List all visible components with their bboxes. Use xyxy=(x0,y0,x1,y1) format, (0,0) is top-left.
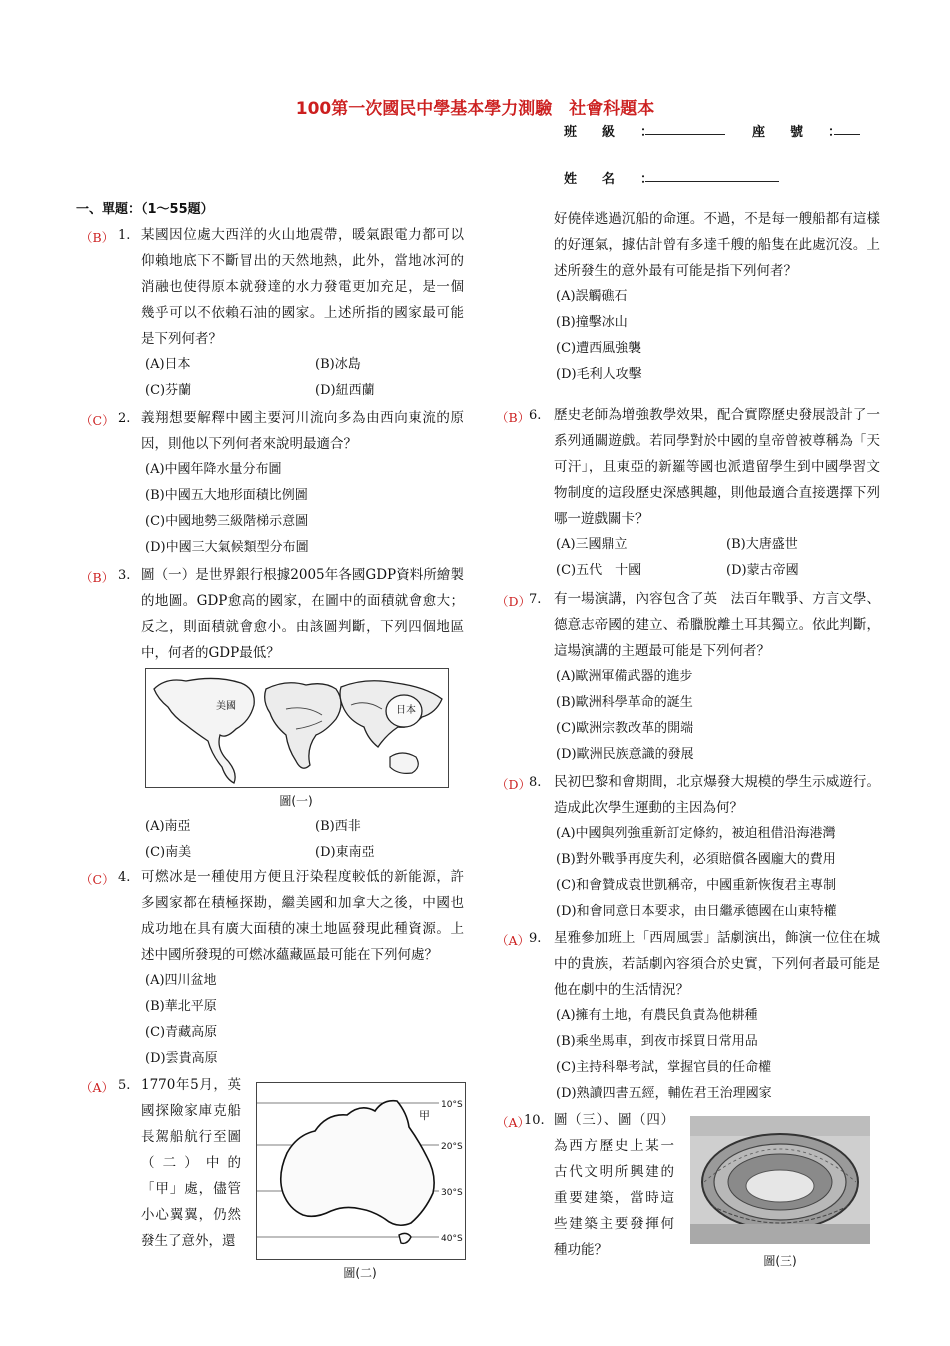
option-b: (B)大唐盛世 xyxy=(726,537,798,552)
name-blank xyxy=(645,169,779,182)
question-number: 3. xyxy=(118,568,131,583)
question-text: 星雅參加班上「西周風雲」話劇演出，飾演一位住在城中的貴族，若話劇內容須合於史實，下列何者最可能是他在劇中的生活情況？ xyxy=(554,930,880,998)
question-number: 2. xyxy=(118,411,131,426)
option-c: (C)歐洲宗教改革的開端 xyxy=(556,721,694,736)
question-8 xyxy=(496,775,880,925)
question-1 xyxy=(80,228,464,404)
answer-key: （C） xyxy=(80,872,115,887)
map-label-japan: 日本 xyxy=(396,705,416,716)
figure-1-caption: 圖(一) xyxy=(279,794,313,808)
option-c: (C)中國地勢三級階梯示意圖 xyxy=(145,514,309,529)
page-title: 100第一次國民中學基本學力測驗 社會科題本 xyxy=(295,99,655,119)
question-6 xyxy=(496,408,880,584)
lat-label: 30°S xyxy=(441,1188,463,1198)
option-d: (D)歐洲民族意識的發展 xyxy=(556,747,694,762)
name-label: 姓 名 ： xyxy=(564,172,660,187)
option-a: (A)誤觸礁石 xyxy=(556,289,628,304)
answer-key: （B） xyxy=(80,230,115,245)
class-blank xyxy=(645,122,725,135)
option-d: (D)中國三大氣候類型分布圖 xyxy=(145,540,309,555)
section-heading: 一、單題：（1～55題） xyxy=(76,202,214,217)
lat-label: 20°S xyxy=(441,1142,463,1152)
option-b: (B)乘坐馬車，到夜市採買日常用品 xyxy=(556,1034,758,1049)
question-text: 民初巴黎和會期間，北京爆發大規模的學生示威遊行。造成此次學生運動的主因為何？ xyxy=(554,774,880,816)
question-text: 可燃冰是一種使用方便且汙染程度較低的新能源，許多國家都在積極探勘，繼美國和加拿大之後，中國也成功地在具有廣大面積的凍土地區發現此種資源。上述中國所發現的可燃冰蘊藏區最可能在下列何處？ xyxy=(141,869,464,963)
option-d: (D)雲貴高原 xyxy=(145,1051,218,1066)
question-number: 10. xyxy=(524,1113,545,1128)
option-c: (C)芬蘭 xyxy=(145,383,192,398)
option-b: (B)歐洲科學革命的誕生 xyxy=(556,695,693,710)
answer-key: （C） xyxy=(80,413,115,428)
question-number: 4. xyxy=(118,870,131,885)
answer-key: （D） xyxy=(496,594,532,609)
option-b: (B)撞擊冰山 xyxy=(556,315,628,330)
amphitheater-photo xyxy=(690,1116,870,1244)
question-text: 歷史老師為增強教學效果，配合實際歷史發展設計了一系列通關遊戲。若同學對於中國的皇帝曾被尊稱為「天可汗」，且東亞的新羅等國也派遣留學生到中國學習文物制度的這段歷史深感興趣，則他最適合直接選擇下列哪一遊戲關卡？ xyxy=(554,407,880,527)
option-c: (C)南美 xyxy=(145,845,192,860)
map-label-usa: 美國 xyxy=(216,701,236,712)
option-c: (C)五代 十國 xyxy=(556,563,642,578)
lat-label: 40°S xyxy=(441,1234,463,1244)
class-label: 班 級 ： xyxy=(564,125,660,140)
question-3 xyxy=(80,568,464,666)
answer-key: （A） xyxy=(80,1080,115,1095)
option-a: (A)中國年降水量分布圖 xyxy=(145,462,282,477)
question-number: 7. xyxy=(529,592,542,607)
question-9 xyxy=(496,931,880,1107)
option-a: (A)日本 xyxy=(145,357,191,372)
option-a: (A)四川盆地 xyxy=(145,973,217,988)
option-a: (A)擁有土地，有農民負責為他耕種 xyxy=(556,1008,758,1023)
question-text: 圖（一）是世界銀行根據2005年各國GDP資料所繪製的地圖。GDP愈高的國家，在圖中的面積就會愈大；反之，則面積就會愈小。由該圖判斷，下列四個地區中，何者的GDP最低？ xyxy=(141,567,464,661)
option-b: (B)對外戰爭再度失利，必須賠償各國龐大的費用 xyxy=(556,852,836,867)
question-number: 5. xyxy=(118,1078,131,1093)
question-number: 1. xyxy=(118,228,131,243)
question-number: 8. xyxy=(529,775,542,790)
question-text: 圖（三）、圖（四）為西方歷史上某一古代文明所興建的重要建築，當時這些建築主要發揮何種功能？ xyxy=(554,1112,674,1258)
figure-2-map xyxy=(256,1082,466,1260)
option-c: (C)主持科舉考試，掌握官員的任命權 xyxy=(556,1060,772,1075)
option-a: (A)三國鼎立 xyxy=(556,537,628,552)
answer-key: （D） xyxy=(496,777,532,792)
option-b: (B)中國五大地形面積比例圖 xyxy=(145,488,308,503)
australia-map xyxy=(257,1083,465,1259)
question-5-continued xyxy=(496,206,880,388)
map-label-jia: 甲 xyxy=(419,1109,430,1122)
answer-key: （B） xyxy=(80,570,115,585)
option-b: (B)冰島 xyxy=(315,357,361,372)
option-b: (B)西非 xyxy=(315,819,361,834)
option-a: (A)中國與列強重新訂定條約，被迫租借沿海港灣 xyxy=(556,826,836,841)
question-text: 好僥倖逃過沉船的命運。不過，不是每一艘船都有這樣的好運氣，據估計曾有多達千艘的船隻在此處沉沒。上述所發生的意外最有可能是指下列何者？ xyxy=(554,211,880,279)
question-10 xyxy=(496,1113,686,1263)
question-text: 有一場演講，內容包含了英 法百年戰爭、方言文學、德意志帝國的建立、希臘脫離土耳其獨立。依此判斷，這場演講的主題最可能是下列何者？ xyxy=(554,591,880,659)
option-c: (C)遭西風強襲 xyxy=(556,341,642,356)
seat-label: 座 號 ： xyxy=(752,125,848,140)
question-number: 9. xyxy=(529,931,542,946)
lat-label: 10°S xyxy=(441,1100,463,1110)
question-2 xyxy=(80,411,464,561)
option-c: (C)和會贊成袁世凱稱帝，中國重新恢復君主專制 xyxy=(556,878,837,893)
option-d: (D)東南亞 xyxy=(315,845,375,860)
figure-1-map xyxy=(145,668,449,788)
option-d: (D)和會同意日本要求，由日繼承德國在山東特權 xyxy=(556,904,837,919)
question-4 xyxy=(80,870,464,1072)
question-number: 6. xyxy=(529,408,542,423)
question-5 xyxy=(80,1078,260,1254)
question-text: 1770年5月，英國探險家庫克船長駕船航行至圖（二）中的「甲」處，儘管小心翼翼，仍然發生了意外，還 xyxy=(141,1077,241,1249)
option-a: (A)南亞 xyxy=(145,819,191,834)
option-d: (D)紐西蘭 xyxy=(315,383,375,398)
question-text: 義翔想要解釋中國主要河川流向多為由西向東流的原因，則他以下列何者來說明最適合？ xyxy=(141,410,464,452)
answer-key: （A） xyxy=(496,933,531,948)
option-b: (B)華北平原 xyxy=(145,999,217,1014)
figure-3-caption: 圖(三) xyxy=(763,1254,797,1268)
option-d: (D)毛利人攻擊 xyxy=(556,367,642,382)
option-c: (C)青藏高原 xyxy=(145,1025,218,1040)
answer-key: （B） xyxy=(496,410,531,425)
figure-3-amphitheater xyxy=(690,1116,870,1244)
seat-blank xyxy=(834,122,860,135)
figure-2-caption: 圖(二) xyxy=(343,1266,377,1280)
option-d: (D)蒙古帝國 xyxy=(726,563,799,578)
option-d: (D)熟讀四書五經，輔佐君王治理國家 xyxy=(556,1086,772,1101)
question-text: 某國因位處大西洋的火山地震帶，暖氣跟電力都可以仰賴地底下不斷冒出的天然地熱，此外，當地冰河的消融也使得原本就發達的水力發電更加充足，是一個幾乎可以不依賴石油的國家。上述所指的國家最可能是下列何者？ xyxy=(141,227,464,347)
option-a: (A)歐洲軍備武器的進步 xyxy=(556,669,693,684)
question-7 xyxy=(496,592,880,768)
world-gdp-cartogram xyxy=(146,669,448,787)
answer-key: （A） xyxy=(496,1115,531,1130)
